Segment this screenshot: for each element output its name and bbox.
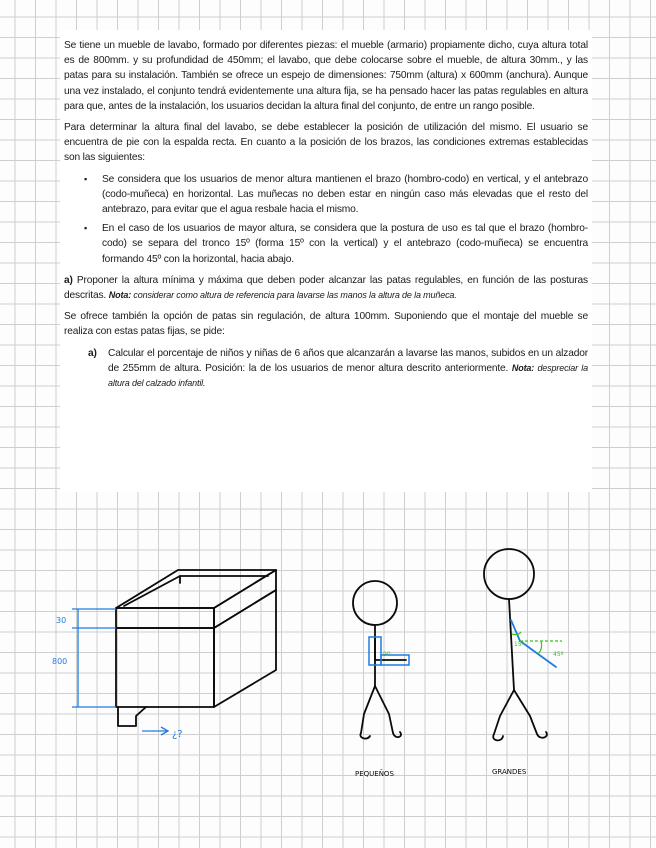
determine-paragraph: Para determinar la altura final del lavabo, se debe establecer la posición de utilización del mismo. El usuario se encuentra de pie con la espalda recta. En cuanto a la posición de los brazos, las condiciones extremas establecidas son las siguientes:	[64, 122, 588, 164]
question-a-text: Proponer la altura mínima y máxima que deben poder alcanzar las patas regulables, en función de las posturas descritas.	[64, 274, 588, 302]
large-head	[484, 549, 534, 599]
subquestion-a-text: Calcular el porcentaje de niños y niñas de 6 años que alcanzarán a lavarse las manos, subidos en un alzador de 255mm de altura. Posición: la de los usuarios de menor altura descrito anteriormente.	[108, 347, 588, 374]
fixed-legs-paragraph: Se ofrece también la opción de patas sin regulación, de altura 100mm. Suponiendo que el montaje del mueble se realiza con estas patas fijas, se pide:	[64, 311, 588, 338]
subquestion-a-note-text: despreciar la altura del calzado infantil.	[108, 362, 588, 389]
subquestion-a-note-label: Nota:	[511, 362, 535, 373]
large-upper-arm	[511, 620, 520, 641]
dimension-side-label: 800	[52, 657, 68, 666]
small-left-leg	[360, 686, 375, 739]
small-user-figure	[353, 581, 406, 739]
large-users-caption: GRANDES	[492, 768, 527, 776]
cabinet-front	[116, 628, 214, 707]
question-a-label: a)	[64, 274, 73, 286]
cabinet-leg	[118, 707, 146, 726]
large-right-leg	[514, 690, 547, 738]
small-angle-label: 90	[383, 651, 391, 658]
condition-large-users: ▪ En el caso de los usuarios de mayor altura, se considera que la postura de uso es tal que el brazo (hombro-codo) se separa del tronco 15º (forma 15º con la vertical) y el antebrazo (codo-muñeca) se encuentra formando 45º con la horizontal, hacia abajo.	[102, 221, 588, 267]
small-users-caption: PEQUEÑOS	[355, 770, 394, 778]
small-right-leg	[375, 686, 401, 737]
basin-side	[214, 570, 276, 628]
dimension-top-label: 30	[56, 616, 67, 625]
intro-paragraph: Se tiene un mueble de lavabo, formado por diferentes piezas: el mueble (armario) propiamente dicho, cuya altura total es de 800mm. y su profundidad de 450mm; el lavabo, que debe colocarse sobre el mueble, de altura 30mm., y las patas para su instalación. También se ofrece un espejo de dimensiones: 750mm (altura) x 600mm (anchura). Aunque una vez instalado, el conjunto tendrá evidentemente una altura fija, se ha pensado hacer las patas regulables en altura para que, antes de la instalación, los usuarios decidan la altura final del conjunto, de entre un rango posible.	[64, 40, 588, 112]
lower-angle-arc	[538, 641, 542, 654]
lower-angle-label: 45º	[553, 651, 564, 658]
basin-inner-edge	[124, 576, 268, 606]
subquestion-a-label: a)	[88, 347, 97, 359]
cabinet-side	[214, 590, 276, 707]
basin-front	[116, 608, 214, 628]
question-a-note-text: considerar como altura de referencia para lavarse las manos la altura de la muñeca.	[133, 290, 457, 301]
small-head	[353, 581, 397, 625]
question-a-note-label: Nota:	[108, 290, 132, 301]
cabinet-sketch	[116, 570, 276, 726]
condition-small-users: ▪ Se considera que los usuarios de menor altura mantienen el brazo (hombro-codo) en vertical, y el antebrazo (codo-muñeca) en horizontal. Las muñecas no deben estar en ningún caso más elevadas que el resto del antebrazo, para evitar que el agua resbale hacia el mismo.	[102, 172, 588, 218]
large-left-leg	[493, 690, 514, 740]
upper-angle-label: 15º	[514, 641, 525, 648]
leg-height-question: ¿?	[172, 729, 183, 740]
